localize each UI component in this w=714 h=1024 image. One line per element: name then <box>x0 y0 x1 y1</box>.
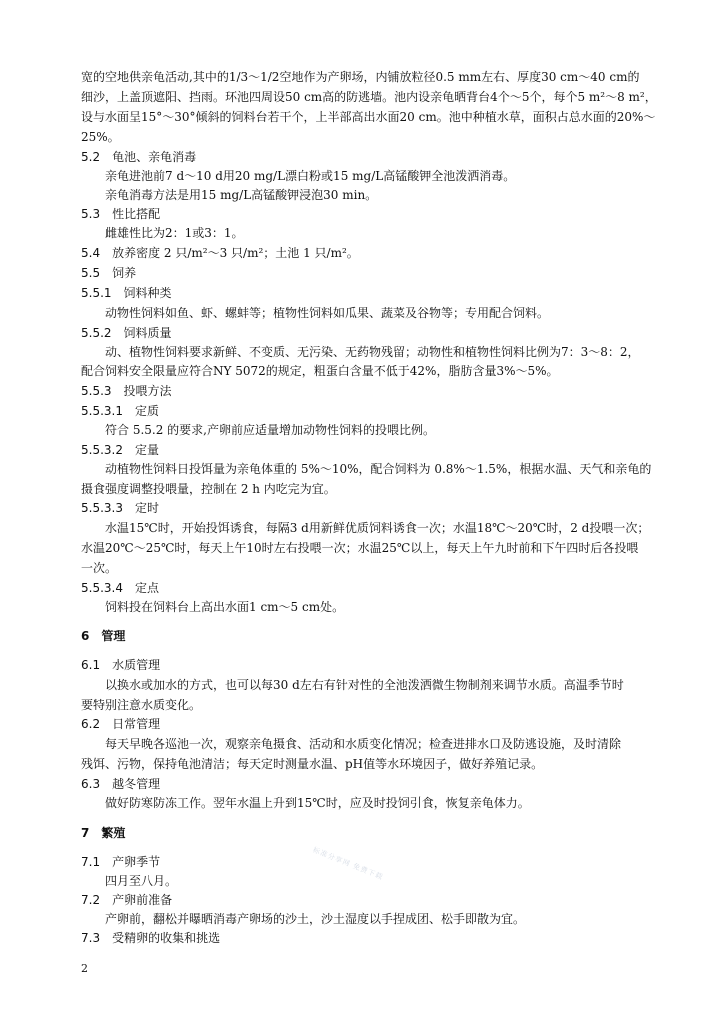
heading-number: 5.3 <box>81 207 101 221</box>
heading-title: 龟池、亲龟消毒 <box>112 150 197 164</box>
heading-5-3 <box>81 206 160 222</box>
body-line: 符合 5.5.2 的要求,产卵前应适量增加动物性饲料的投喂比例。 <box>105 423 435 437</box>
body-line: 以换水或加水的方式，也可以每30 d左右有针对性的全池泼洒微生物制剂来调节水质。高温季节时 <box>105 678 624 692</box>
heading-title: 受精卵的收集和挑选 <box>112 931 221 945</box>
body-line: 要特别注意水质变化。 <box>81 698 202 712</box>
intro-line-3: 设与水面呈15°～30°倾斜的饲料台若干个，上半部高出水面20 cm。池中种植水草，面积占总水面的20%～ <box>81 110 656 124</box>
heading-number: 6.1 <box>81 658 101 672</box>
body-line: 做好防寒防冻工作。翌年水温上升到15℃时，应及时投饲引食，恢复亲龟体力。 <box>105 796 530 810</box>
heading-number: 6.3 <box>81 777 101 791</box>
heading-title: 产卵前准备 <box>112 893 173 907</box>
heading-number: 5.5.2 <box>81 326 112 340</box>
heading-6-1 <box>81 657 160 673</box>
watermark: 标准分享网 免费下载 <box>311 845 385 882</box>
heading-5-2 <box>81 149 196 165</box>
heading-title: 管理 <box>101 629 126 643</box>
body-line: 每天早晚各巡池一次，观察亲龟摄食、活动和水质变化情况；检查进排水口及防逃设施，及时清除 <box>105 737 622 751</box>
intro-line-4: 25%。 <box>81 130 120 144</box>
body-line: 雌雄性比为2：1或3：1。 <box>105 226 244 240</box>
heading-number: 5.5.3.3 <box>81 501 123 515</box>
heading-number: 7.1 <box>81 855 101 869</box>
heading-title: 定量 <box>134 443 159 457</box>
paragraph-5-4 <box>81 245 359 261</box>
body-line: 动植物性饲料日投饵量为亲龟体重的 5%～10%，配合饲料为 0.8%～1.5%，根据水温、天气和亲龟的 <box>105 462 652 476</box>
heading-number: 5.4 <box>81 246 101 260</box>
heading-title: 饲养 <box>112 266 137 280</box>
heading-number: 5.2 <box>81 150 101 164</box>
heading-number: 5.5.1 <box>81 286 112 300</box>
heading-title: 日常管理 <box>112 717 161 731</box>
heading-7 <box>81 825 125 841</box>
heading-number: 6 <box>81 629 90 643</box>
body-line: 动物性饲料如鱼、虾、螺蚌等；植物性饲料如瓜果、蔬菜及谷物等；专用配合饲料。 <box>105 306 550 320</box>
heading-number: 5.5.3.1 <box>81 404 123 418</box>
heading-number: 5.5.3.2 <box>81 443 123 457</box>
body-line: 动、植物性饲料要求新鲜、不变质、无污染、无药物残留；动物性和植物性饲料比例为7：3～8：2， <box>105 345 640 359</box>
heading-title: 越冬管理 <box>112 777 161 791</box>
heading-5-5-2 <box>81 325 172 341</box>
body-line: 残饵、污物，保持龟池清洁；每天定时测量水温、pH值等水环境因子，做好养殖记录。 <box>81 757 544 771</box>
heading-7-1 <box>81 854 160 870</box>
heading-number: 5.5.3.4 <box>81 581 123 595</box>
heading-6 <box>81 628 125 644</box>
heading-title: 定点 <box>134 581 159 595</box>
body-line: 水温15℃时，开始投饵诱食，每隔3 d用新鲜优质饲料诱食一次；水温18℃～20℃时，2 d投喂一次； <box>105 521 650 535</box>
heading-5-5-1 <box>81 285 172 301</box>
body-line: 产卵前，翻松并曝晒消毒产卵场的沙土，沙土湿度以手捏成团、松手即散为宜。 <box>105 912 526 926</box>
heading-title: 繁殖 <box>101 826 126 840</box>
body-line: 水温20℃～25℃时，每天上午10时左右投喂一次；水温25℃以上，每天上午九时前和下午四时后各投喂 <box>81 541 639 555</box>
heading-title: 性比搭配 <box>112 207 161 221</box>
body-line: 四月至八月。 <box>105 874 178 888</box>
heading-title: 产卵季节 <box>112 855 161 869</box>
heading-number: 5.5 <box>81 266 101 280</box>
heading-6-2 <box>81 716 160 732</box>
intro-line-2: 细沙，上盖顶遮阳、挡雨。环池四周设50 cm高的防逃墙。池内设亲龟晒背台4个～5个，每个5 m²～8 m²， <box>81 90 657 104</box>
heading-5-5-3-3 <box>81 500 159 516</box>
heading-6-3 <box>81 776 160 792</box>
heading-5-5-3-2 <box>81 442 159 458</box>
heading-7-3 <box>81 930 220 946</box>
body-line: 亲龟消毒方法是用15 mg/L高锰酸钾浸泡30 min。 <box>105 188 378 202</box>
heading-title: 投喂方法 <box>123 384 172 398</box>
body-line: 饲料投在饲料台上高出水面1 cm～5 cm处。 <box>105 600 345 614</box>
heading-title: 饲料种类 <box>123 286 172 300</box>
heading-7-2 <box>81 892 172 908</box>
heading-title: 水质管理 <box>112 658 161 672</box>
heading-title: 饲料质量 <box>123 326 172 340</box>
body-line: 摄食强度调整投喂量，控制在 2 h 内吃完为宜。 <box>81 482 336 496</box>
heading-5-5 <box>81 265 136 281</box>
body-line: 一次。 <box>81 561 118 575</box>
heading-5-5-3-4 <box>81 580 159 596</box>
heading-5-5-3 <box>81 383 172 399</box>
heading-title: 定质 <box>134 404 159 418</box>
heading-title: 定时 <box>134 501 159 515</box>
intro-line-1: 宽的空地供亲龟活动,其中的1/3～1/2空地作为产卵场，内铺放粒径0.5 mm左右、厚度30 cm～40 cm的 <box>81 70 640 84</box>
heading-number: 5.5.3 <box>81 384 112 398</box>
heading-number: 7.2 <box>81 893 101 907</box>
body-text: 放养密度 2 只/m²～3 只/m²；土池 1 只/m²。 <box>112 246 359 260</box>
heading-number: 6.2 <box>81 717 101 731</box>
heading-number: 7.3 <box>81 931 101 945</box>
page-number: 2 <box>81 962 88 975</box>
body-line: 亲龟进池前7 d～10 d用20 mg/L漂白粉或15 mg/L高锰酸钾全池泼洒消毒。 <box>105 169 516 183</box>
heading-number: 7 <box>81 826 90 840</box>
body-line: 配合饲料安全限量应符合NY 5072的规定，粗蛋白含量不低于42%，脂肪含量3%～5%。 <box>81 364 559 378</box>
heading-5-5-3-1 <box>81 403 159 419</box>
